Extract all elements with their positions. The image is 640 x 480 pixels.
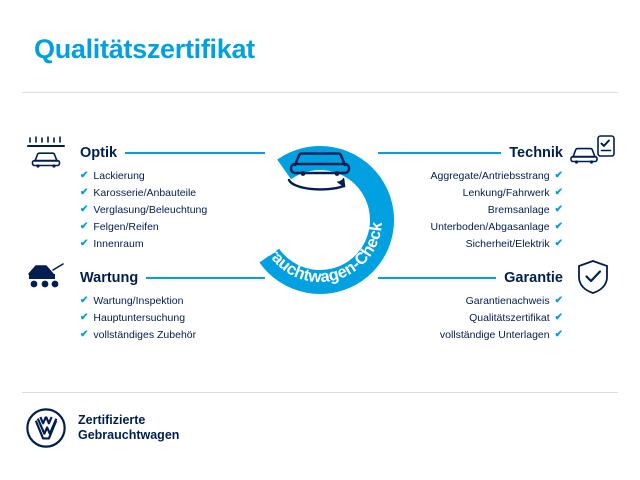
check-icon: ✔	[554, 221, 563, 232]
check-icon: ✔	[554, 329, 563, 340]
check-icon: ✔	[80, 295, 89, 306]
list-item-label: Verglasung/Beleuchtung	[93, 204, 208, 216]
list-item	[378, 327, 563, 343]
list-item-label: Lenkung/Fahrwerk	[462, 187, 550, 199]
section-technik-title: Technik	[509, 145, 563, 161]
check-icon: ✔	[80, 170, 89, 181]
list-item-label: Sicherheit/Elektrik	[465, 238, 550, 250]
check-icon: ✔	[80, 238, 89, 249]
check-icon: ✔	[80, 329, 89, 340]
list-item-label: Hauptuntersuchung	[93, 312, 186, 324]
check-icon: ✔	[80, 312, 89, 323]
footer-line-2: Gebrauchtwagen	[78, 428, 180, 442]
car-checklist-icon	[570, 131, 616, 176]
list-item-label: Innenraum	[93, 238, 144, 250]
list-item-label: Garantienachweis	[465, 295, 550, 307]
list-item-label: Unterboden/Abgasanlage	[430, 221, 550, 233]
check-icon: ✔	[80, 187, 89, 198]
check-icon: ✔	[80, 221, 89, 232]
check-icon: ✔	[554, 204, 563, 215]
list-item-label: Lackierung	[93, 170, 145, 182]
section-wartung-title: Wartung	[80, 270, 139, 286]
list-item-label: Karosserie/Anbauteile	[93, 187, 197, 199]
divider-top	[22, 92, 618, 93]
list-item-label: Qualitätszertifikat	[469, 312, 550, 324]
section-optik-title: Optik	[80, 145, 118, 161]
check-icon: ✔	[554, 312, 563, 323]
badge-360	[233, 120, 407, 305]
car-wash-icon	[24, 133, 68, 174]
divider-bottom	[22, 392, 618, 393]
shield-check-icon	[576, 258, 610, 301]
list-item-label: Aggregate/Antriebsstrang	[430, 170, 550, 182]
vw-logo	[26, 408, 66, 448]
list-item-label: vollständiges Zubehör	[93, 329, 197, 341]
list-item-label: Wartung/Inspektion	[93, 295, 184, 307]
page-title: Qualitätszertifikat	[34, 34, 255, 64]
check-icon: ✔	[554, 170, 563, 181]
check-icon: ✔	[554, 187, 563, 198]
list-item-label: Bremsanlage	[487, 204, 550, 216]
list-item-label: vollständige Unterlagen	[439, 329, 550, 341]
badge-degrees: 360°	[286, 208, 354, 243]
footer-line-1: Zertifizierte	[78, 413, 146, 427]
footer	[26, 408, 179, 448]
list-item	[80, 327, 265, 343]
list-item	[80, 310, 265, 326]
list-item-label: Felgen/Reifen	[93, 221, 159, 233]
check-icon: ✔	[80, 204, 89, 215]
footer-text	[78, 413, 179, 443]
section-garantie-title: Garantie	[504, 270, 563, 286]
badge-arc-label: Gebrauchtwagen-Check	[253, 220, 387, 287]
check-icon: ✔	[554, 238, 563, 249]
list-item	[378, 310, 563, 326]
car-lift-icon	[24, 258, 68, 297]
check-icon: ✔	[554, 295, 563, 306]
